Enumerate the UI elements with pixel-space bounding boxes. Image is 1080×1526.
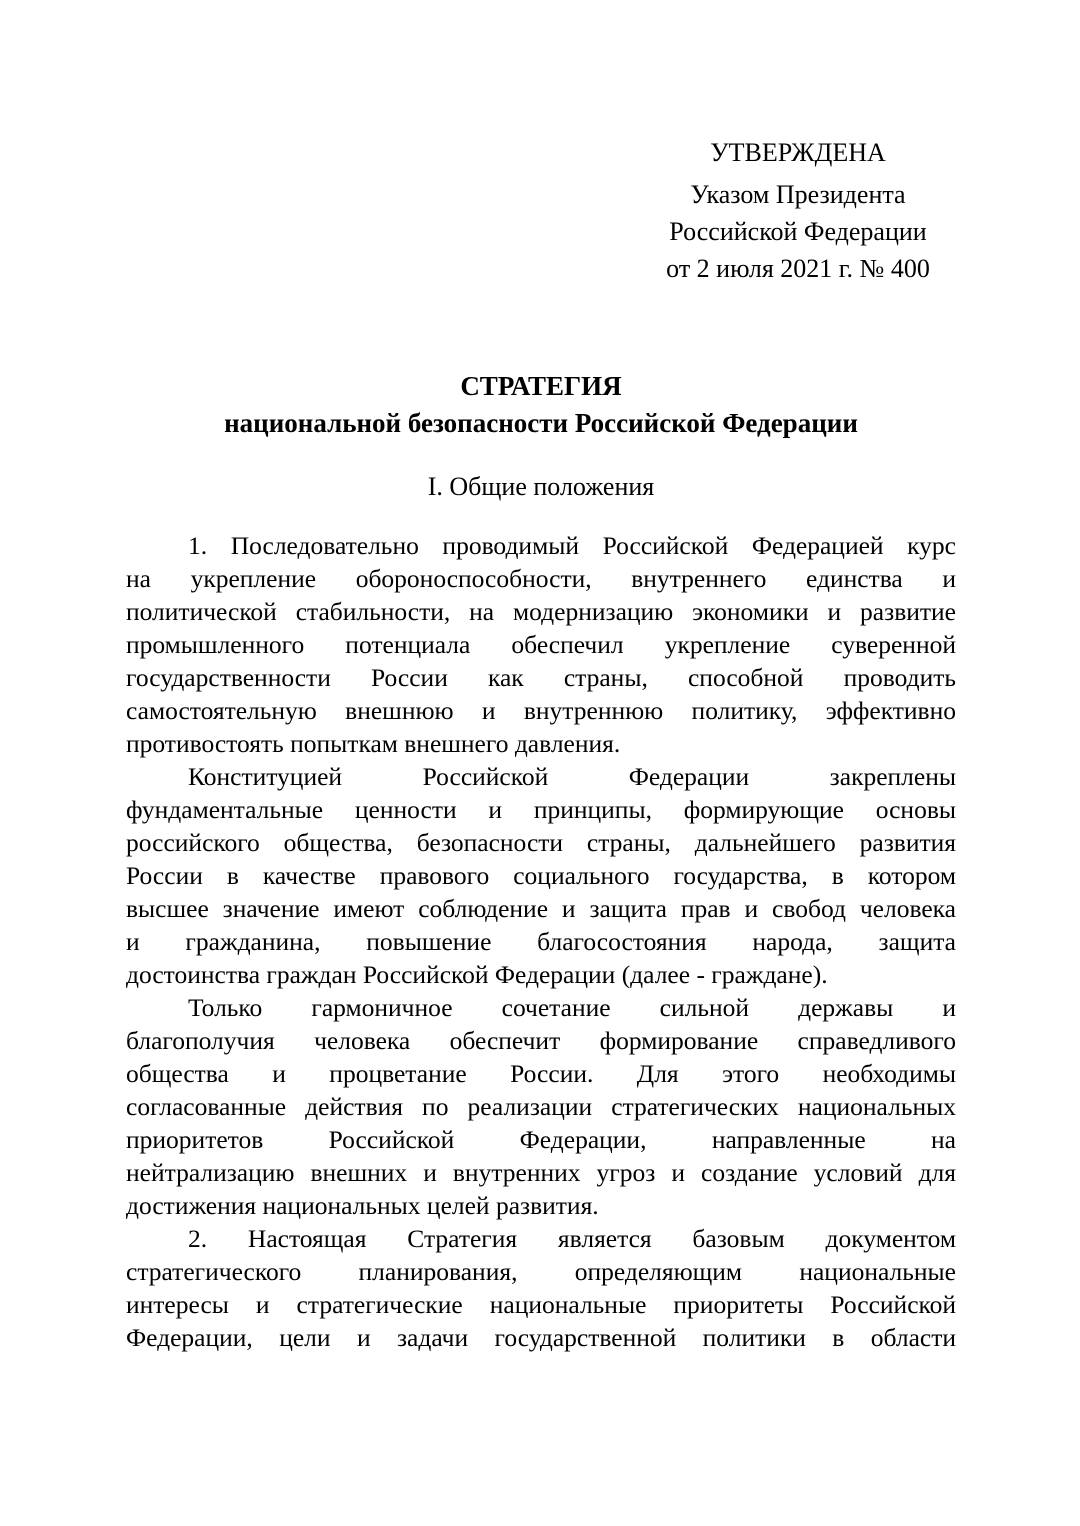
text-line: на укрепление обороноспособности, внутреннего единства и: [126, 564, 956, 593]
text-line: Только гармоничное сочетание сильной державы и: [188, 993, 956, 1022]
text-line: интересы и стратегические национальные приоритеты Российской: [126, 1290, 956, 1319]
section-heading: I. Общие положения: [427, 472, 655, 501]
text-line: российского общества, безопасности страны, дальнейшего развития: [126, 828, 956, 857]
document-title: [126, 368, 956, 442]
approval-decree: Указом Президента: [690, 180, 906, 209]
approval-block: [648, 134, 948, 287]
text-line: приоритетов Российской Федерации, направленные на: [126, 1125, 956, 1154]
text-line: общества и процветание России. Для этого необходимы: [126, 1059, 956, 1088]
text-line: политической стабильности, на модернизацию экономики и развитие: [126, 597, 956, 626]
text-line: нейтрализацию внешних и внутренних угроз и создание условий для: [126, 1158, 956, 1187]
text-line: достоинства граждан Российской Федерации (далее - граждане).: [126, 960, 828, 989]
text-line: достижения национальных целей развития.: [126, 1191, 599, 1220]
document-title-line-2: национальной безопасности Российской Федерации: [224, 408, 858, 438]
text-line: и гражданина, повышение благосостояния народа, защита: [126, 927, 956, 956]
text-line: государственности России как страны, способной проводить: [126, 663, 956, 692]
text-line: противостоять попыткам внешнего давления.: [126, 729, 621, 758]
text-line: фундаментальные ценности и принципы, формирующие основы: [126, 795, 956, 824]
text-line: согласованные действия по реализации стратегических национальных: [126, 1092, 956, 1121]
text-line: России в качестве правового социального государства, в котором: [126, 861, 956, 890]
approval-date-number: от 2 июля 2021 г. № 400: [666, 254, 930, 283]
text-line: благополучия человека обеспечит формирование справедливого: [126, 1026, 956, 1055]
text-line: Конституцией Российской Федерации закреплены: [188, 762, 956, 791]
approval-status: УТВЕРЖДЕНА: [710, 138, 886, 167]
approval-authority: Российской Федерации: [669, 217, 927, 246]
document-title-line-1: СТРАТЕГИЯ: [460, 371, 622, 401]
text-line: 2. Настоящая Стратегия является базовым документом: [188, 1224, 956, 1253]
text-line: стратегического планирования, определяющим национальные: [126, 1257, 956, 1286]
text-line: самостоятельную внешнюю и внутреннюю политику, эффективно: [126, 696, 956, 725]
text-line: промышленного потенциала обеспечил укрепление суверенной: [126, 630, 956, 659]
text-line: высшее значение имеют соблюдение и защита прав и свобод человека: [126, 894, 956, 923]
text-line: 1. Последовательно проводимый Российской Федерацией курс: [188, 531, 956, 560]
body-text: [126, 529, 956, 1354]
text-line: Федерации, цели и задачи государственной политики в области: [126, 1323, 956, 1352]
